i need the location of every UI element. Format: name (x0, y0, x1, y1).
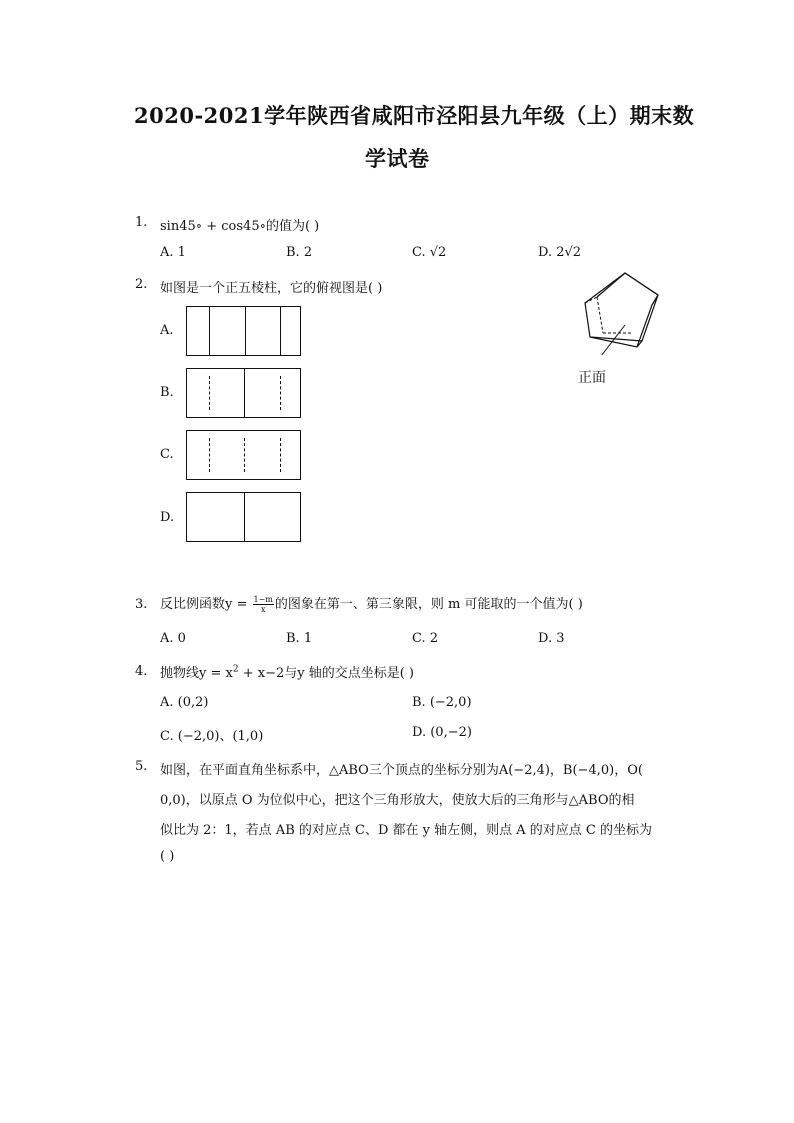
q4-option-c: C. (−2,0)、(1,0) (160, 729, 264, 744)
q4-text-before: 抛物线y = x (160, 666, 233, 681)
q4-superscript: 2 (232, 664, 239, 675)
q4-option-b: B. (−2,0) (412, 695, 472, 710)
q4-text-after: + x−2与y 轴的交点坐标是( ) (238, 666, 414, 681)
q2-number: 2. (135, 277, 148, 292)
q5-number: 5. (135, 759, 148, 774)
q4-option-d: D. (0,−2) (412, 725, 472, 740)
q2-option-b-label: B. (160, 385, 174, 400)
q3-option-b: B. 1 (286, 631, 313, 646)
q4-text (160, 662, 414, 681)
pentagonal-prism-figure (570, 265, 670, 355)
exam-title-line2: 学试卷 (365, 146, 430, 171)
q2-option-b-figure (186, 368, 301, 418)
q1-option-c: C. √2 (412, 245, 447, 260)
q1-number: 1. (135, 215, 148, 230)
q3-text (160, 593, 583, 614)
q4-number: 4. (135, 664, 148, 679)
q3-fraction (253, 595, 274, 614)
q5-line-4: ( ) (160, 849, 175, 864)
q2-option-d-label: D. (160, 510, 175, 525)
q1-option-d: D. 2√2 (538, 245, 582, 260)
q2-option-c-label: C. (160, 447, 174, 462)
q3-text-before: 反比例函数y = (160, 597, 252, 612)
q1-text: sin45∘ + cos45∘的值为( ) (160, 219, 320, 234)
q3-frac-numerator: 1−m (253, 595, 273, 604)
q2-option-a-label: A. (160, 323, 174, 338)
q3-text-after: 的图象在第一、第三象限，则 m 可能取的一个值为( ) (274, 597, 583, 612)
q2-option-a-figure (186, 306, 301, 356)
q3-option-a: A. 0 (160, 631, 186, 646)
q2-option-d-figure (186, 492, 301, 542)
q5-line-3: 似比为 2：1，若点 AB 的对应点 C、D 都在 y 轴左侧，则点 A 的对应点 C 的坐标为 (160, 823, 652, 838)
q2-text: 如图是一个正五棱柱，它的俯视图是( ) (160, 281, 383, 296)
q3-frac-denominator: x (260, 605, 266, 614)
q1-option-a: A. 1 (160, 245, 186, 260)
q4-option-a: A. (0,2) (160, 695, 209, 710)
q5-line-2: 0,0)，以原点 O 为位似中心，把这个三角形放大，使放大后的三角形与△ABO的相 (160, 793, 635, 808)
q3-option-c: C. 2 (412, 631, 439, 646)
q3-option-d: D. 3 (538, 631, 565, 646)
q3-number: 3. (135, 597, 148, 612)
front-view-label: 正面 (578, 370, 606, 386)
q5-line-1: 如图，在平面直角坐标系中，△ABO三个顶点的坐标分别为A(−2,4)，B(−4,0)，O( (160, 763, 643, 778)
q2-option-c-figure (186, 430, 301, 480)
exam-title-line1: 2020-2021学年陕西省咸阳市泾阳县九年级（上）期末数 (134, 103, 695, 128)
q1-option-b: B. 2 (286, 245, 313, 260)
